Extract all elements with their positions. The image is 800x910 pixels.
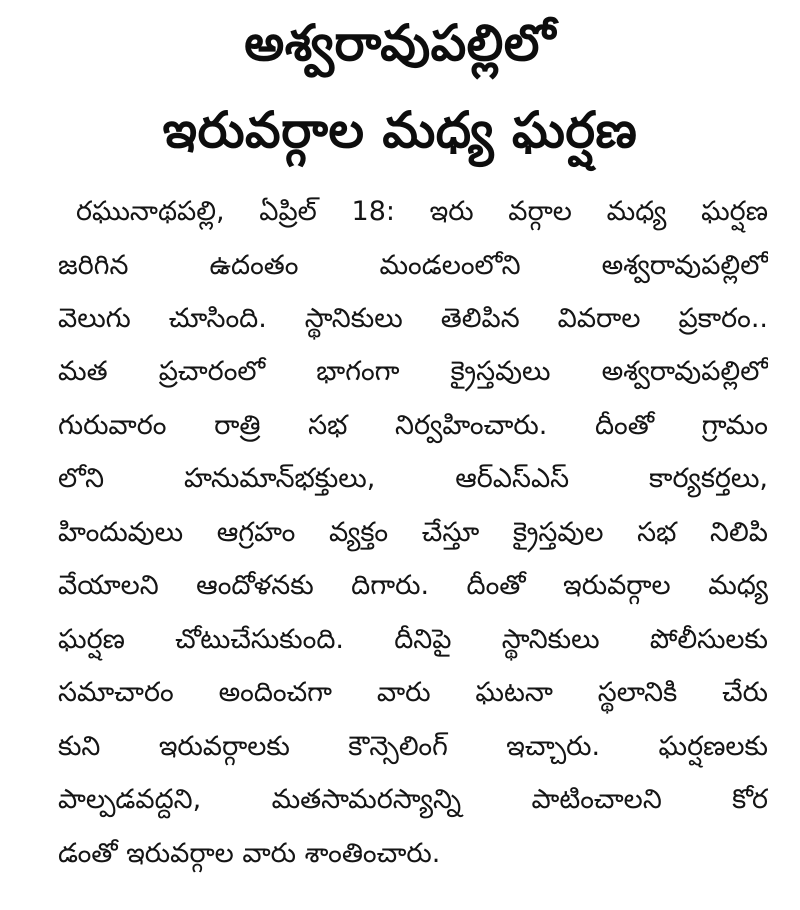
body-line: మత ప్రచారంలో భాగంగా క్రైస్తవులు అశ్వరావుపల్లిలో: [58, 356, 768, 387]
body-line: హిందువులు ఆగ్రహం వ్యక్తం చేస్తూ క్రైస్తవుల సభ నిలిపి: [58, 517, 768, 548]
body-line: రఘునాథపల్లి, ఏప్రిల్ 18: ఇరు వర్గాల మధ్య ఘర్షణ: [76, 196, 768, 227]
headline-line-2: ఇరువర్గాల మధ్య ఘర్షణ: [162, 101, 638, 159]
body-line: పాల్పడవద్దని, మతసామరస్యాన్ని పాటించాలని కోర: [58, 784, 768, 815]
body-line: గురువారం రాత్రి సభ నిర్వహించారు. దీంతో గ్రామం: [58, 410, 768, 441]
body-line: ఘర్షణ చోటుచేసుకుంది. దీనిపై స్థానికులు పోలీసులకు: [58, 624, 768, 655]
body-line: డంతో ఇరువర్గాల వారు శాంతించారు.: [58, 838, 441, 869]
body-line: వెలుగు చూసింది. స్థానికులు తెలిపిన వివరాల ప్రకారం..: [58, 303, 768, 334]
body-line: జరిగిన ఉదంతం మండలంలోని అశ్వరావుపల్లిలో: [58, 250, 768, 281]
headline-line-1: అశ్వరావుపల్లిలో: [244, 14, 556, 72]
body-line: వేయాలని ఆందోళనకు దిగారు. దీంతో ఇరువర్గాల మధ్య: [58, 570, 768, 601]
body-line: లోని హనుమాన్‌భక్తులు, ఆర్‌ఎస్‌ఎస్ కార్యకర్తలు,: [58, 463, 768, 494]
body-line: సమాచారం అందించగా వారు ఘటనా స్థలానికి చేరు: [58, 677, 768, 708]
body-line: కుని ఇరువర్గాలకు కౌన్సెలింగ్ ఇచ్చారు. ఘర్షణలకు: [58, 731, 768, 762]
